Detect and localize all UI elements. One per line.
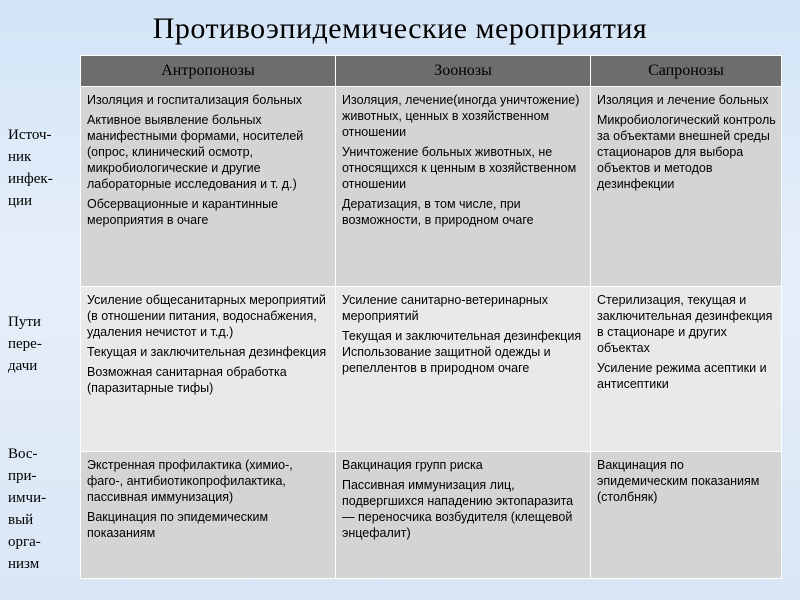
cell-item: Активное выявление больных манифестными формами, носителей (опрос, клинический осмотр, микробиологические и другие лабораторные исследования и т. д.) <box>87 113 304 191</box>
cell-susceptible-sapronoses <box>591 452 782 579</box>
cell-item: Вакцинация по эпидемическим показаниям (столбняк) <box>597 458 760 504</box>
cell-item: Усиление режима асептики и антисептики <box>597 361 767 391</box>
cell-item: Усиление общесанитарных мероприятий (в отношении питания, водоснабжения, удаления нечистот и т.д.) <box>87 293 326 339</box>
table-header-row <box>81 56 782 87</box>
row-label-line: Вос- <box>8 446 38 462</box>
row-label-line: ник <box>8 149 32 165</box>
row-label-line: имчи- <box>8 490 47 506</box>
cell-item: Изоляция, лечение(иногда уничтожение) животных, ценных в хозяйственном отношении <box>342 93 580 139</box>
cell-item: Дератизация, в том числе, при возможности, в природном очаге <box>342 197 534 227</box>
cell-item: Текущая и заключительная дезинфекция <box>87 345 327 359</box>
row-label-line: низм <box>8 556 40 572</box>
row-label-line: Пути <box>8 314 41 330</box>
cell-item: Возможная санитарная обработка (паразитарные тифы) <box>87 365 287 395</box>
row-label-line: вый <box>8 512 34 528</box>
cell-item: Уничтожение больных животных, не относящихся к ценным в хозяйственном отношении <box>342 145 577 191</box>
cell-item: Стерилизация, текущая и заключительная дезинфекция в стационаре и других объектах <box>597 293 773 355</box>
table-row-transmission <box>81 287 782 452</box>
cell-susceptible-anthroponoses <box>81 452 336 579</box>
column-header-sapronoses: Сапронозы <box>591 56 782 87</box>
row-label-susceptible <box>8 443 46 575</box>
cell-transmission-zoonoses <box>336 287 591 452</box>
cell-item: Текущая и заключительная дезинфекция Использование защитной одежды и репеллентов в природном очаге <box>342 329 582 375</box>
cell-source-anthroponoses <box>81 87 336 287</box>
row-label-transmission <box>8 311 42 377</box>
row-label-line: ции <box>8 193 33 209</box>
column-header-anthroponoses: Антропонозы <box>81 56 336 87</box>
cell-item: Обсервационные и карантинные мероприятия в очаге <box>87 197 279 227</box>
table-row-source <box>81 87 782 287</box>
slide-title: Противоэпидемические мероприятия <box>152 12 648 45</box>
cell-item: Пассивная иммунизация лиц, подвергшихся нападению эктопаразита — переносчика возбудителя (клещевой энцефалит) <box>342 478 574 540</box>
row-label-line: орга- <box>8 534 41 550</box>
row-label-line: при- <box>8 468 37 484</box>
cell-source-zoonoses <box>336 87 591 287</box>
row-label-line: инфек- <box>8 171 53 187</box>
cell-item: Экстренная профилактика (химио-, фаго-, антибиотикопрофилактика, пассивная иммунизация) <box>87 458 293 504</box>
row-label-line: Источ- <box>8 127 52 143</box>
row-label-line: дачи <box>8 358 38 374</box>
row-label-line: пере- <box>8 336 42 352</box>
column-header-zoonoses: Зоонозы <box>336 56 591 87</box>
cell-transmission-anthroponoses <box>81 287 336 452</box>
table-row-susceptible <box>81 452 782 579</box>
measures-table <box>80 55 782 579</box>
cell-item: Вакцинация по эпидемическим показаниям <box>87 510 269 540</box>
cell-item: Усиление санитарно-ветеринарных мероприятий <box>342 293 548 323</box>
row-label-source <box>8 124 53 212</box>
cell-item: Изоляция и госпитализация больных <box>87 93 303 107</box>
cell-source-sapronoses <box>591 87 782 287</box>
cell-item: Вакцинация групп риска <box>342 458 483 472</box>
cell-item: Изоляция и лечение больных <box>597 93 769 107</box>
cell-transmission-sapronoses <box>591 287 782 452</box>
cell-susceptible-zoonoses <box>336 452 591 579</box>
cell-item: Микробиологический контроль за объектами внешней среды стационаров для выбора объектов и методов дезинфекции <box>597 113 776 191</box>
